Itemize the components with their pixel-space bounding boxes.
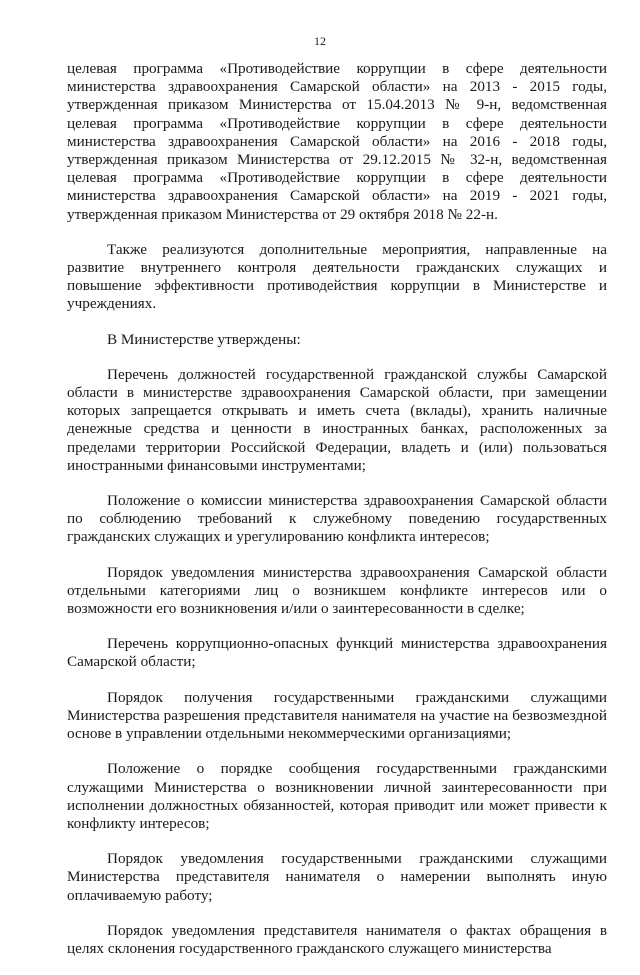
paragraph-approved-intro: В Министерстве утверждены: — [107, 330, 301, 348]
paragraph-nonprofit-participation-procedure: Порядок получения государственными гражданскими служащими Министерства разрешения представителя нанимателя на участие на безвозмездной основе в управлении отдельными некоммерческими организациями; — [67, 688, 607, 743]
paragraph-target-programs: целевая программа «Противодействие коррупции в сфере деятельности министерства здравоохранения Самарской области» на 2013 - 2015 годы, утвержденная приказом Министерства от 15.04.2013 № 9-н, ведомственная целевая программа «Противодействие коррупции в сфере деятельности министерства здравоохранения Самарской области» на 2016 - 2018 годы, утвержденная приказом Министерства от 29.12.2015 № 32-н, ведомственная целевая программа «Противодействие коррупции в сфере деятельности министерства здравоохранения Самарской области» на 2019 - 2021 годы, утвержденная приказом Министерства от 29 октября 2018 № 22-н. — [67, 60, 607, 223]
paragraph-commission-regulation: Положение о комиссии министерства здравоохранения Самарской области по соблюдению требований к служебному поведению государственных гражданских служащих и урегулированию конфликта интересов; — [67, 492, 607, 546]
paragraph-other-paid-work-procedure: Порядок уведомления государственными гражданскими служащими Министерства представителя нанимателя о намерении выполнять иную оплачиваемую работу; — [67, 850, 607, 904]
paragraph-additional-measures: Также реализуются дополнительные мероприятия, направленные на развитие внутреннего контроля деятельности гражданских служащих и повышение эффективности противодействия коррупции в Министерстве и учреждениях. — [67, 240, 607, 313]
document-body — [67, 60, 607, 975]
paragraph-personal-interest-regulation: Положение о порядке сообщения государственными гражданскими служащими Министерства о возникновении личной заинтересованности при исполнении должностных обязанностей, которая приводит или может привести к конфликту интересов; — [67, 760, 607, 832]
paragraph-corruption-risk-functions: Перечень коррупционно-опасных функций министерства здравоохранения Самарской области; — [67, 635, 607, 671]
paragraph-inducement-notification-procedure: Порядок уведомления представителя нанимателя о фактах обращения в целях склонения государственного гражданского служащего министерства — [67, 921, 607, 957]
paragraph-positions-list: Перечень должностей государственной гражданской службы Самарской области в министерстве здравоохранения Самарской области, при замещении которых запрещается открывать и иметь счета (вклады), хранить наличные денежные средства и ценности в иностранных банках, расположенных за пределами территории Российской Федерации, владеть и (или) пользоваться иностранными финансовыми инструментами; — [67, 365, 607, 474]
paragraph-conflict-notification-procedure: Порядок уведомления министерства здравоохранения Самарской области отдельными категориями лиц о возникшем конфликте интересов или о возможности его возникновения и/или о заинтересованности в сделке; — [67, 563, 607, 618]
page-number: 12 — [314, 34, 326, 48]
